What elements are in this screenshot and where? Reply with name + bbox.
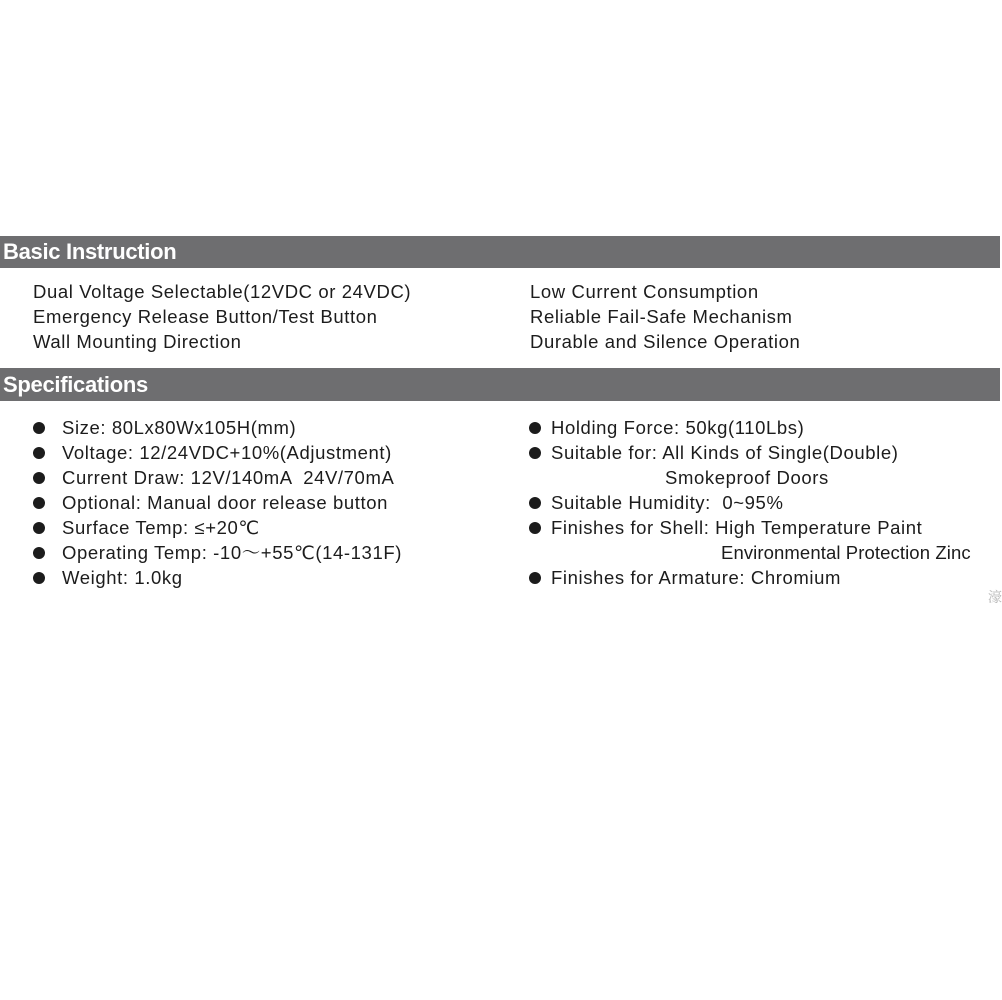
edge-text-fragment: 濠 <box>988 590 1002 606</box>
spec-shell-finish-continued: Environmental Protection Zinc <box>721 542 971 563</box>
spec-shell-finish: Finishes for Shell: High Temperature Paint <box>551 517 923 538</box>
bullet-icon <box>33 547 45 559</box>
spec-surface-temp: Surface Temp: ≤+20℃ <box>62 517 260 538</box>
bullet-icon <box>529 522 541 534</box>
spec-size: Size: 80Lx80Wx105H(mm) <box>62 417 297 438</box>
bullet-icon <box>33 422 45 434</box>
basic-item: Low Current Consumption <box>530 281 759 302</box>
bullet-icon <box>529 422 541 434</box>
bullet-icon <box>33 472 45 484</box>
basic-item: Dual Voltage Selectable(12VDC or 24VDC) <box>33 281 412 302</box>
bullet-icon <box>529 497 541 509</box>
spec-operating-temp: Operating Temp: -10～+55℃(14-131F) <box>62 542 402 563</box>
spec-humidity: Suitable Humidity: 0~95% <box>551 492 784 513</box>
bullet-icon <box>33 572 45 584</box>
basic-instruction-header: Basic Instruction <box>0 236 1000 268</box>
spec-holding-force: Holding Force: 50kg(110Lbs) <box>551 417 805 438</box>
specifications-header: Specifications <box>0 368 1000 401</box>
bullet-icon <box>529 447 541 459</box>
bullet-icon <box>33 497 45 509</box>
bullet-icon <box>33 522 45 534</box>
spec-suitable-for: Suitable for: All Kinds of Single(Double) <box>551 442 899 463</box>
spec-weight: Weight: 1.0kg <box>62 567 183 588</box>
spec-current-draw: Current Draw: 12V/140mA 24V/70mA <box>62 467 395 488</box>
spec-optional: Optional: Manual door release button <box>62 492 389 513</box>
bullet-icon <box>529 572 541 584</box>
basic-item: Wall Mounting Direction <box>33 331 242 352</box>
basic-item: Durable and Silence Operation <box>530 331 801 352</box>
bullet-icon <box>33 447 45 459</box>
spec-armature-finish: Finishes for Armature: Chromium <box>551 567 842 588</box>
spec-voltage: Voltage: 12/24VDC+10%(Adjustment) <box>62 442 392 463</box>
spec-suitable-for-continued: Smokeproof Doors <box>665 467 829 488</box>
basic-item: Reliable Fail-Safe Mechanism <box>530 306 793 327</box>
basic-item: Emergency Release Button/Test Button <box>33 306 378 327</box>
